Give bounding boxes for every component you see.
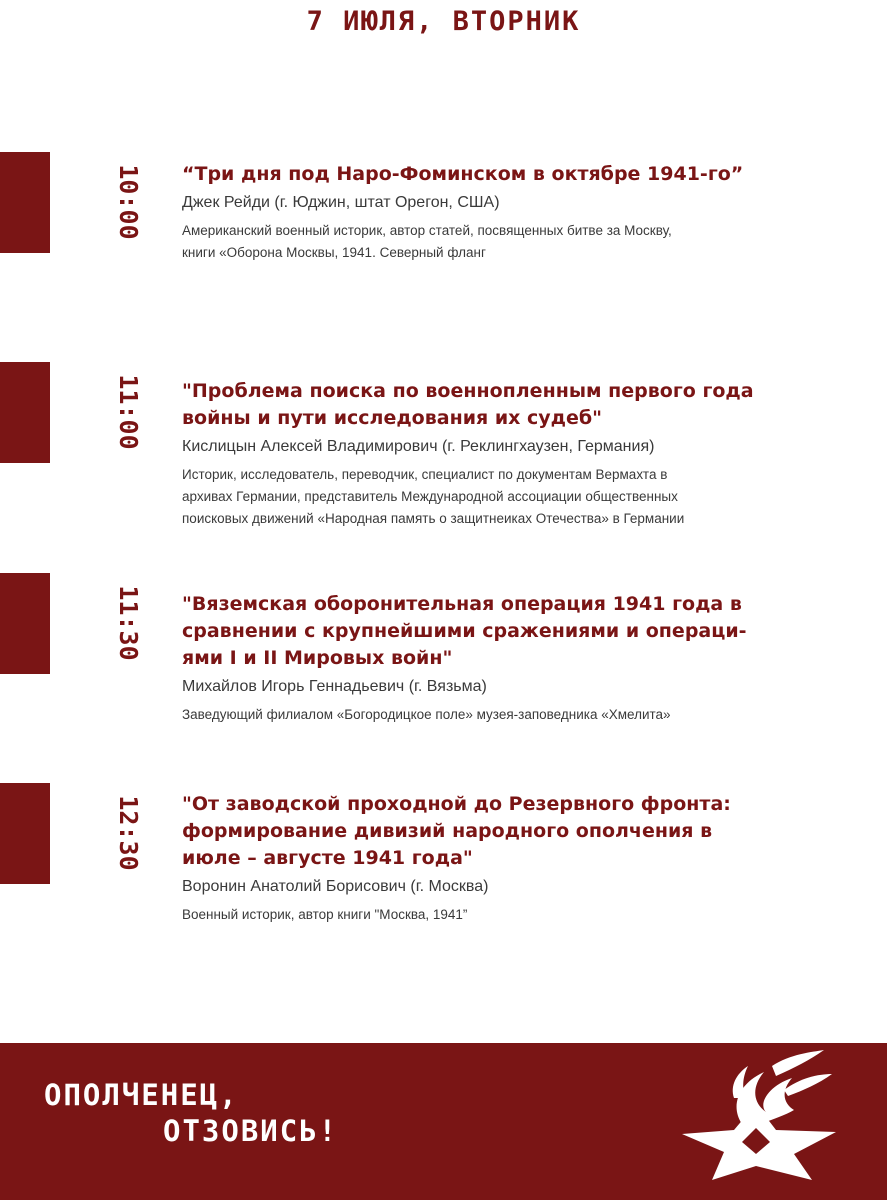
- session-1-speaker: Джек Рейди (г. Юджин, штат Орегон, США): [182, 194, 500, 211]
- session-2-time: 11:00: [114, 374, 143, 450]
- slogan-line-2: ОТЗОВИСЬ!: [163, 1114, 339, 1148]
- session-1-time: 10:00: [114, 164, 143, 240]
- session-4-title: "От заводской проходной до Резервного фронта: формирование дивизий народного ополчения в июле – августе 1941 года": [182, 793, 731, 869]
- session-1: [182, 161, 782, 264]
- session-3-time: 11:30: [114, 585, 143, 661]
- session-1-bio: Американский военный историк, автор статей, посвященных битве за Москву, книги «Оборона Москвы, 1941. Северный фланг: [182, 223, 672, 260]
- session-1-title: “Три дня под Наро-Фоминском в октябре 1941-го”: [182, 163, 744, 185]
- session-3-bio: Заведующий филиалом «Богородицкое поле» музея-заповедника «Хмелита»: [182, 707, 671, 722]
- session-3: [182, 591, 782, 726]
- session-2-bar: [0, 362, 50, 463]
- flame-streak-2: [784, 1074, 832, 1096]
- session-4-bio: Военный историк, автор книги "Москва, 1941”: [182, 907, 468, 922]
- session-4-speaker: Воронин Анатолий Борисович (г. Москва): [182, 878, 489, 895]
- session-3-speaker: Михайлов Игорь Геннадьевич (г. Вязьма): [182, 678, 487, 695]
- session-3-bar: [0, 573, 50, 674]
- session-4-bar: [0, 783, 50, 884]
- session-4-time: 12:30: [114, 795, 143, 871]
- eternal-flame-star-icon: [672, 1046, 852, 1186]
- session-4: [182, 791, 782, 926]
- session-2-bio: Историк, исследователь, переводчик, специалист по документам Вермахта в архивах Германии, представитель Международной ассоциации общественных поисковых движений «Народная память о защитнеиках Отечества» в Германии: [182, 467, 685, 526]
- session-2-title: "Проблема поиска по военнопленным первого года войны и пути исследования их судеб": [182, 380, 754, 429]
- session-3-title: "Вяземская оборонительная операция 1941 года в сравнении с крупнейшими сражениями и операци- ями I и II Мировых войн": [182, 593, 747, 669]
- page-title: 7 ИЮЛЯ, ВТОРНИК: [306, 6, 581, 37]
- session-2: [182, 378, 782, 530]
- slogan-line-1: ОПОЛЧЕНЕЦ,: [44, 1078, 239, 1112]
- flame-streak-1: [772, 1050, 824, 1076]
- session-1-bar: [0, 152, 50, 253]
- flame-shape: [737, 1072, 794, 1126]
- session-2-speaker: Кислицын Алексей Владимирович (г. Реклингхаузен, Германия): [182, 438, 655, 455]
